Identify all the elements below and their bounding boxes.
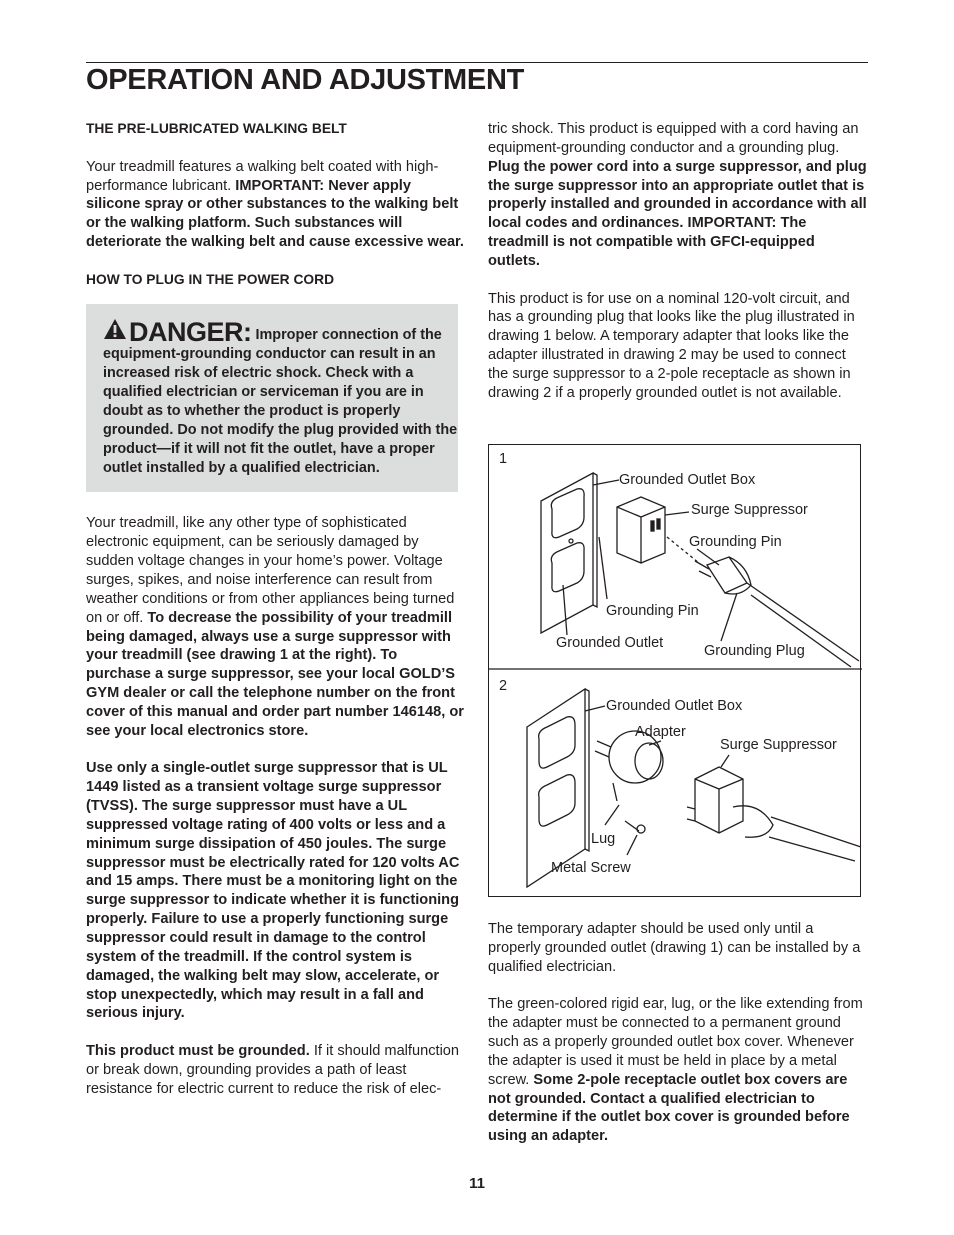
circuit-paragraph: This product is for use on a nominal 120-volt circuit, and has a grounding plug that looks like the plug illustrated in drawing 1 below. A temporary adapter that looks like the adapter illustrated in drawing 2 may be used to connect the surge suppressor to a 2-pole receptacle as shown in drawing 2 if a properly grounded outlet is not available. bbox=[488, 290, 855, 401]
surge-requirements-paragraph bbox=[86, 759, 466, 1023]
danger-box bbox=[86, 304, 458, 492]
grounding-statement: This product must be grounded. bbox=[86, 1043, 310, 1060]
ground-ear-text: The green-colored rigid ear, lug, or the like extending from the adapter must be connected to a permanent ground such as a properly grounded outlet box cover. Whenever the adapter is used it must be held in place by a metal screw. bbox=[488, 996, 863, 1088]
section-heading-power-cord: HOW TO PLUG IN THE POWER CORD bbox=[86, 271, 335, 287]
left-column bbox=[86, 120, 466, 1117]
surge-instruction: To decrease the possibility of your treadmill being damaged, always use a surge suppressor with your treadmill (see drawing 1 at the right). To purchase a surge suppressor, see your local GOLD’S GYM dealer or call the telephone number on the front cover of this manual and order part number 146148, or see your local electronics store. bbox=[86, 609, 464, 739]
walking-belt-paragraph bbox=[86, 158, 466, 252]
right-column bbox=[488, 120, 870, 422]
section-heading-walking-belt: THE PRE-LUBRICATED WALKING BELT bbox=[86, 121, 347, 136]
surge-paragraph bbox=[86, 514, 466, 740]
label-grounded-outlet-box-1: Grounded Outlet Box bbox=[619, 472, 756, 488]
page-title: OPERATION AND ADJUSTMENT bbox=[86, 64, 525, 96]
label-grounding-pin-left: Grounding Pin bbox=[606, 603, 699, 619]
label-grounding-plug: Grounding Plug bbox=[704, 643, 805, 659]
label-grounded-outlet: Grounded Outlet bbox=[556, 635, 664, 651]
grounding-text: If it should malfunction or break down, grounding provides a path of least resistance for electric current to reduce the risk of elec- bbox=[86, 1043, 460, 1097]
label-surge-suppressor-2: Surge Suppressor bbox=[720, 737, 837, 753]
label-lug: Lug bbox=[591, 831, 616, 847]
label-surge-suppressor-1: Surge Suppressor bbox=[691, 502, 808, 518]
drawing-1-number: 1 bbox=[499, 451, 508, 467]
warning-triangle-icon bbox=[103, 318, 127, 340]
adapter-paragraph: The temporary adapter should be used only until a properly grounded outlet (drawing 1) can be installed by a qualified electrician. bbox=[488, 921, 861, 975]
ground-ear-paragraph bbox=[488, 995, 870, 1146]
danger-text: Improper connection of the equipment-grounding conductor can result in an increased risk of electric shock. Check with a qualified electrician or serviceman if you are in doubt as to whether the product is properly grounded. Do not modify the plug provided with the product—if it will not fit the outlet, have a proper outlet installed by a qualified electrician. bbox=[103, 327, 458, 477]
cord-instruction: Plug the power cord into a surge suppressor, and plug the surge suppressor into an appropriate outlet that is properly installed and grounded in accordance with all local codes and ordinances. IMPORTANT: The treadmill is not compatible with GFCI-equipped outlets. bbox=[488, 158, 867, 269]
danger-label: DANGER: bbox=[129, 317, 252, 348]
label-grounded-outlet-box-2: Grounded Outlet Box bbox=[606, 698, 743, 714]
cord-text: tric shock. This product is equipped with a cord having an equipment-grounding conductor and a grounding plug. bbox=[488, 121, 859, 156]
label-metal-screw: Metal Screw bbox=[551, 860, 631, 876]
surge-text: Your treadmill, like any other type of sophisticated electronic equipment, can be seriously damaged by sudden voltage changes in your home’s power. Voltage surges, spikes, and noise interference can result from weather conditions or from other appliances being turned on or off. bbox=[86, 515, 455, 626]
plug-diagram bbox=[488, 444, 861, 897]
label-grounding-pin-right: Grounding Pin bbox=[689, 534, 782, 550]
page-number: 11 bbox=[469, 1175, 485, 1192]
walking-belt-text: Your treadmill features a walking belt coated with high-performance lubricant. bbox=[86, 158, 439, 194]
grounding-paragraph bbox=[86, 1042, 466, 1099]
drawing-2-number: 2 bbox=[499, 678, 508, 694]
walking-belt-warning: IMPORTANT: Never apply silicone spray or other substances to the walking belt or the walking platform. Such substances will deteriorate the walking belt and cause excessive wear. bbox=[86, 177, 464, 251]
ground-ear-warning: Some 2-pole receptacle outlet box covers are not grounded. Contact a qualified electrician to determine if the outlet box cover is grounded before using an adapter. bbox=[488, 1071, 850, 1145]
top-rule bbox=[86, 62, 868, 63]
right-column-lower bbox=[488, 920, 870, 1165]
label-adapter: Adapter bbox=[635, 724, 686, 740]
cord-paragraph bbox=[488, 120, 870, 271]
surge-requirements: Use only a single-outlet surge suppressor that is UL 1449 listed as a transient voltage surge suppressor (TVSS). The surge suppressor must have a UL suppressed voltage rating of 400 volts or less and a minimum surge dissipation of 450 joules. The surge suppressor must be electrically rated for 120 volts AC and 15 amps. There must be a monitoring light on the surge suppressor to indicate whether it is functioning properly. Failure to use a properly functioning surge suppressor could result in damage to the control system of the treadmill. If the control system is damaged, the walking belt may slow, accelerate, or stop unexpectedly, which may result in a fall and serious injury. bbox=[86, 760, 460, 1022]
